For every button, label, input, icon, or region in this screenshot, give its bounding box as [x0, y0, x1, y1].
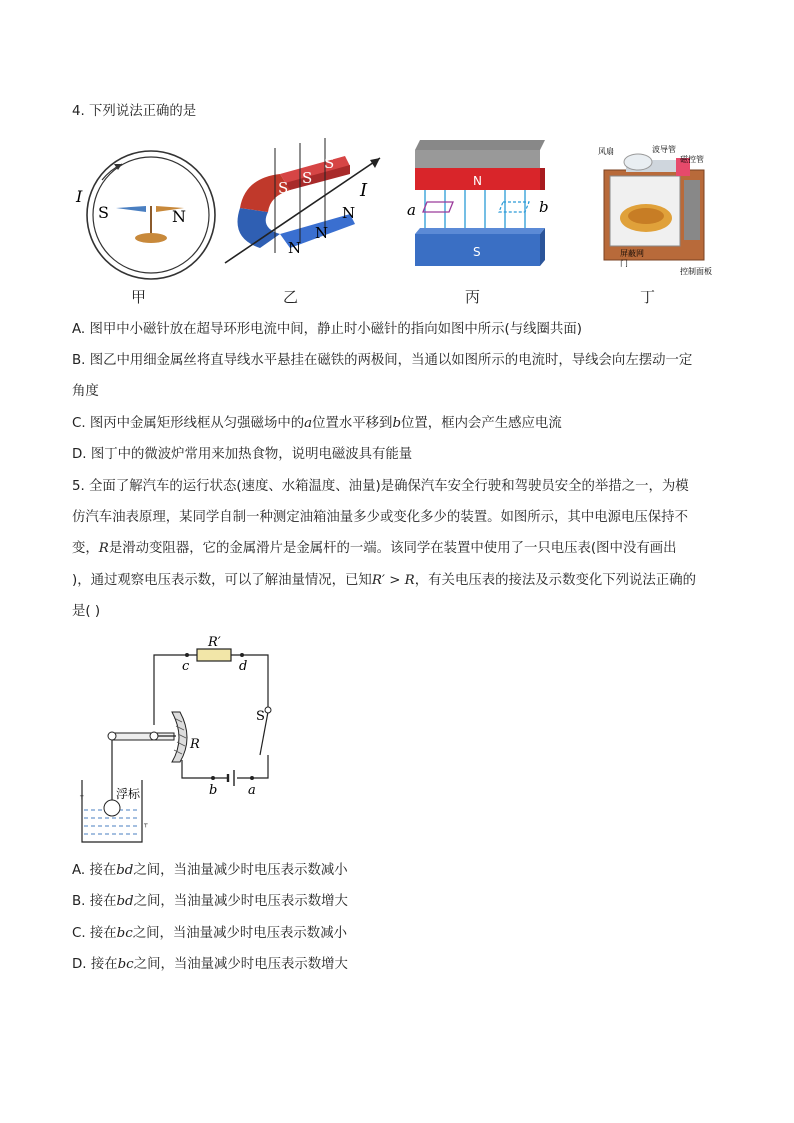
circuit-r-label: R: [190, 737, 200, 752]
figure-jia: [72, 140, 232, 280]
bing-south-label: S: [473, 245, 481, 259]
yi-north-label-3: N: [342, 204, 356, 222]
caption-ding: 丁: [640, 288, 656, 306]
yi-current-label: I: [360, 180, 368, 201]
q5-option-c: C. 接在bc之间，当油量减少时电压表示数减小: [72, 926, 347, 941]
q5-option-b: B. 接在bd之间，当油量减少时电压表示数增大: [72, 894, 348, 909]
circuit-c-label: c: [182, 659, 190, 674]
figure-bing: [405, 140, 555, 280]
circuit-b-label: b: [209, 783, 218, 798]
bing-a-label: a: [407, 201, 416, 219]
jia-north-label: N: [172, 207, 186, 226]
q5-stem-line3: 变，R是滑动变阻器，它的金属滑片是金属杆的一端。该同学在装置中使用了一只电压表(图中没有画出: [72, 541, 677, 556]
q4-option-d: D. 图丁中的微波炉常用来加热食物，说明电磁波具有能量: [72, 447, 413, 462]
q5-stem-line5: 是( ): [72, 604, 101, 619]
caption-jia: 甲: [131, 288, 147, 306]
q4-option-a: A. 图甲中小磁针放在超导环形电流中间，静止时小磁针的指向如图中所示(与线圈共面): [72, 322, 582, 337]
caption-bing: 丙: [465, 288, 481, 306]
circuit-float-label: 浮标: [116, 787, 141, 801]
q5-stem-line2: 仿汽车油表原理，某同学自制一种测定油箱油量多少或变化多少的装置。如图所示，其中电源电压保持不: [72, 510, 688, 525]
jia-south-label: S: [98, 203, 109, 222]
q4-option-c: C. 图丙中金属矩形线框从匀强磁场中的a位置水平移到b位置，框内会产生感应电流: [72, 416, 562, 431]
ding-panel-label: 控制面板: [680, 267, 712, 276]
circuit-rprime-label: R′: [208, 635, 221, 650]
circuit-mark-2: ┬: [144, 821, 148, 828]
circuit-mark-1: ┬: [80, 793, 84, 800]
yi-north-label-2: N: [315, 224, 329, 242]
ding-magnetron-label: 磁控管: [680, 155, 704, 164]
ding-shield-label: 屏蔽网: [620, 249, 644, 258]
yi-south-label-2: S: [302, 169, 313, 187]
q5-stem-line1: 5. 全面了解汽车的运行状态(速度、水箱温度、油量)是确保汽车安全行驶和驾驶员安全的举措之一，为模: [72, 479, 689, 494]
yi-south-label-3: S: [324, 154, 335, 172]
jia-current-label: I: [76, 187, 83, 206]
yi-north-label-1: N: [288, 239, 302, 257]
bing-b-label: b: [539, 198, 549, 216]
ding-fan-label: 风扇: [598, 147, 614, 156]
q5-circuit-figure: [72, 630, 292, 850]
figure-ding: [596, 140, 726, 280]
q5-option-a: A. 接在bd之间，当油量减少时电压表示数减小: [72, 863, 348, 878]
circuit-d-label: d: [239, 659, 248, 674]
caption-yi: 乙: [283, 288, 299, 306]
q4-stem: 4. 下列说法正确的是: [72, 104, 197, 119]
figure-yi: [220, 138, 390, 278]
q4-option-b-line2: 角度: [72, 384, 99, 399]
ding-waveguide-label: 波导管: [652, 145, 676, 154]
ding-door-label: 门: [620, 259, 628, 268]
q4-option-b-line1: B. 图乙中用细金属丝将直导线水平悬挂在磁铁的两极间，当通以如图所示的电流时，导线会向左摆动一定: [72, 353, 693, 368]
yi-south-label-1: S: [278, 179, 289, 197]
q5-stem-line4: )，通过观察电压表示数，可以了解油量情况，已知R′ > R，有关电压表的接法及示数变化下列说法正确的: [72, 573, 696, 588]
q5-option-d: D. 接在bc之间，当油量减少时电压表示数增大: [72, 957, 348, 972]
bing-north-label: N: [473, 174, 482, 188]
circuit-switch-label: S: [256, 709, 265, 724]
circuit-a-label: a: [248, 783, 256, 798]
